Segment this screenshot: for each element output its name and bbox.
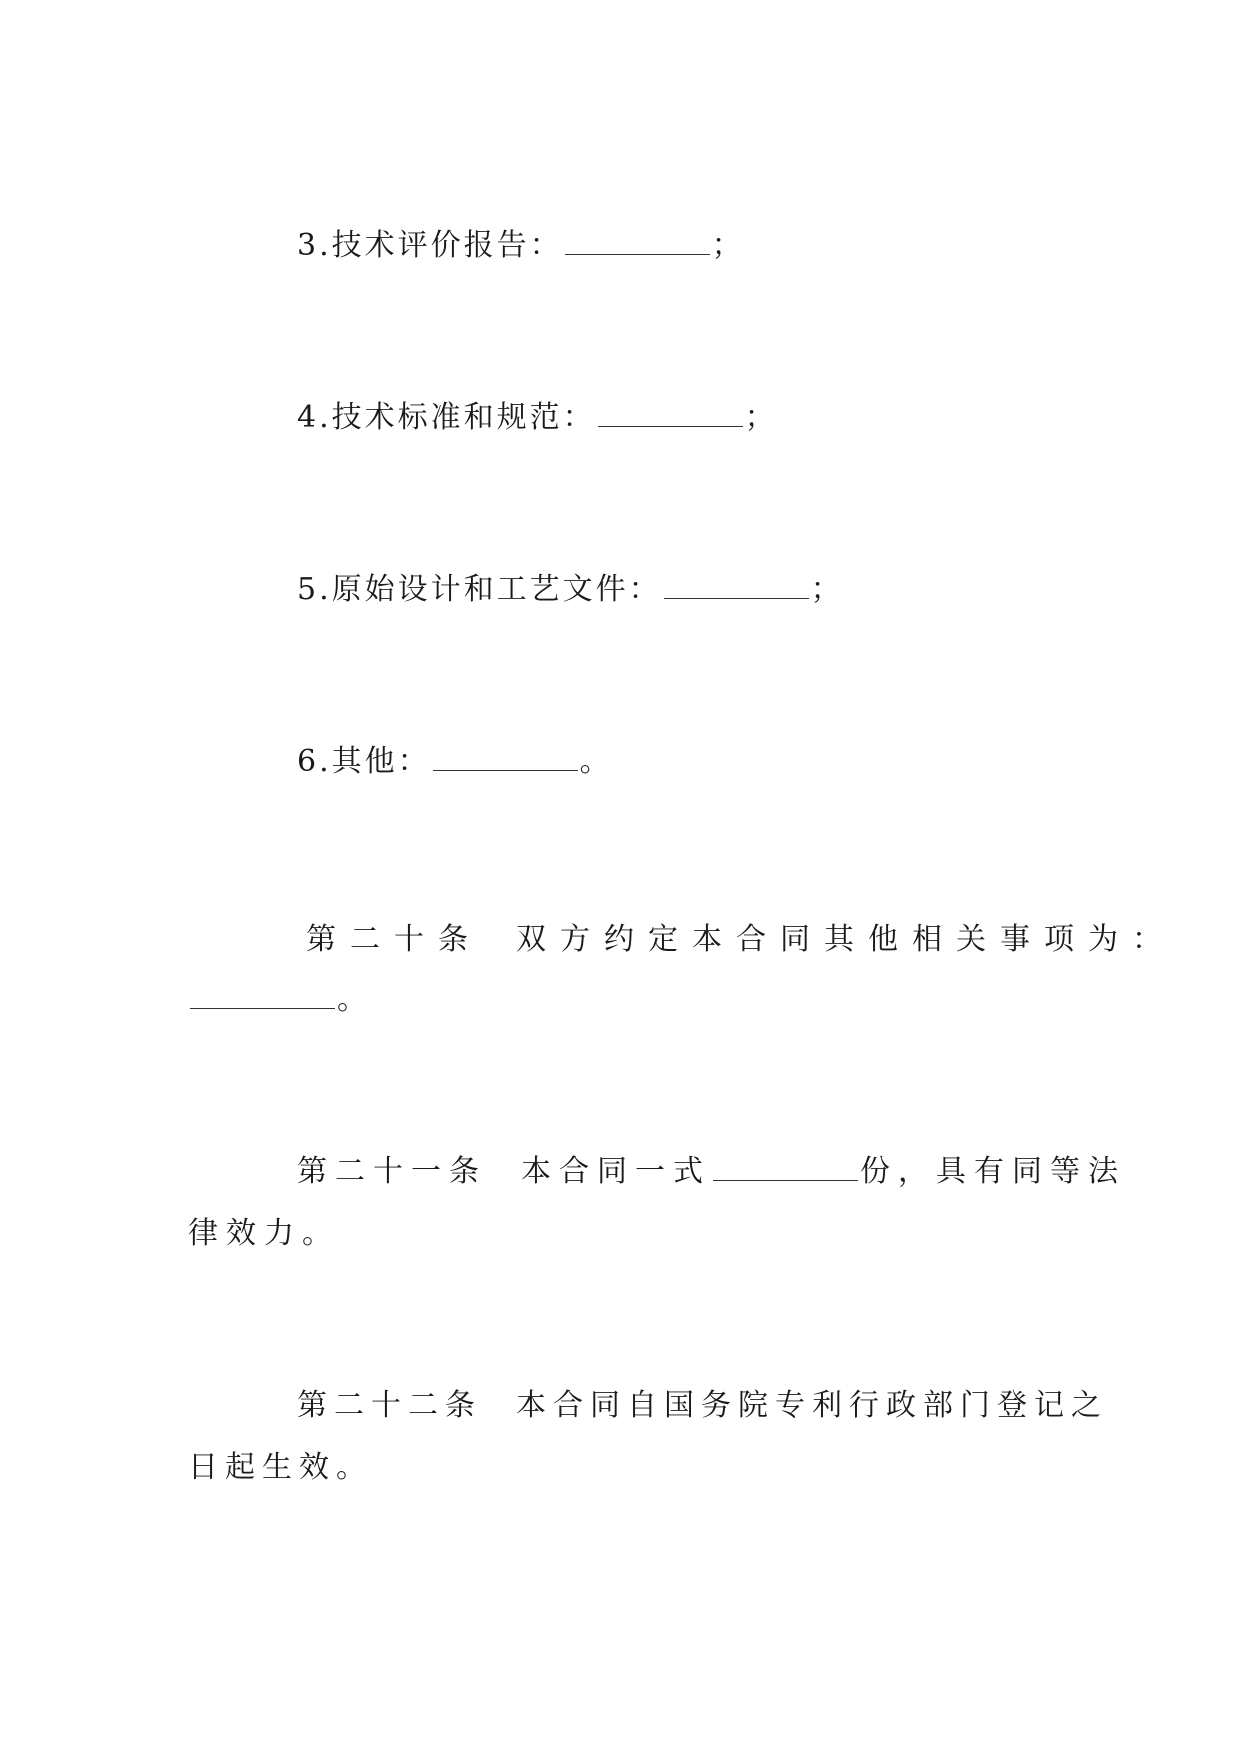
item-terminator: ； [744,400,778,435]
fill-in-blank[interactable] [713,1154,858,1181]
article-21-first-line [297,1152,1126,1192]
article-text-after: 份，具有同等法 [860,1154,1126,1189]
item-label: 5.原始设计和工艺文件： [297,572,662,607]
article-22-second-line [188,1448,373,1488]
article-20-second-line [188,980,370,1020]
article-heading: 第二十一条 [297,1154,487,1189]
fill-in-blank[interactable] [664,572,809,599]
fill-in-blank[interactable] [565,228,710,255]
article-terminator: 。 [337,982,370,1017]
article-22-first-line [297,1386,1108,1426]
item-label: 4.技术标准和规范： [297,400,596,435]
fill-in-blank[interactable] [433,744,578,771]
fill-in-blank[interactable] [598,400,743,427]
list-item-technical-standards [297,398,778,438]
list-item-original-design-files [297,570,844,610]
fill-in-blank[interactable] [190,982,335,1009]
article-20-first-line [306,920,1176,960]
item-label: 3.技术评价报告： [297,228,563,263]
article-continuation: 律效力。 [188,1216,340,1251]
article-heading: 第二十二条 [297,1388,482,1423]
list-item-technical-evaluation-report [297,226,745,266]
article-21-second-line [188,1214,340,1254]
item-terminator: ； [810,572,844,607]
item-label: 6.其他： [297,744,431,779]
article-text: 本合同自国务院专利行政部门登记之 [516,1388,1108,1423]
list-item-other [297,742,613,782]
item-terminator: ； [711,228,745,263]
article-continuation: 日起生效。 [188,1450,373,1485]
article-heading: 第二十条 [306,922,482,957]
item-terminator: 。 [579,744,613,779]
article-text: 双方约定本合同其他相关事项为： [516,922,1176,957]
article-text-before: 本合同一式 [521,1154,711,1189]
